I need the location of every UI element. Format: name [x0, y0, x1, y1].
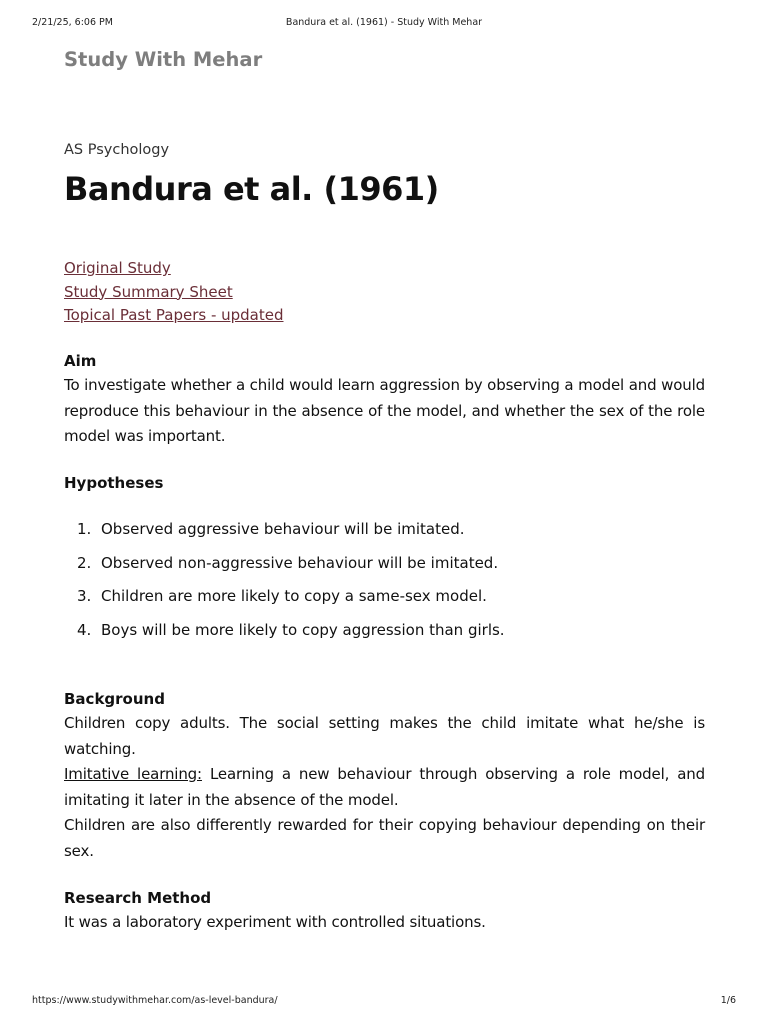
print-page-title: Bandura et al. (1961) - Study With Mehar: [285, 17, 483, 28]
list-item-number: 3.: [77, 587, 92, 605]
research-method-section: [64, 887, 705, 936]
list-item-text: Observed aggressive behaviour will be imitated.: [101, 520, 465, 538]
background-paragraph-1: Children copy adults. The social setting makes the child imitate what he/she is watching.: [64, 714, 705, 758]
list-item: [64, 619, 705, 653]
print-page-number: 1/6: [720, 995, 736, 1006]
hypotheses-list: [64, 518, 705, 652]
list-item-number: 4.: [77, 620, 92, 639]
imitative-learning-definition: Learning a new behaviour through observing a role model, and imitating it later in the absence of the model.: [64, 765, 705, 809]
site-title[interactable]: Study With Mehar: [64, 48, 263, 71]
list-item: [64, 585, 705, 619]
print-header: [32, 17, 736, 31]
list-item-number: 1.: [77, 520, 92, 538]
aim-text: To investigate whether a child would learn aggression by observing a model and would reproduce this behaviour in the absence of the model, and whether the sex of the role model was important.: [64, 376, 705, 445]
resource-links: [64, 257, 284, 328]
study-summary-sheet-link[interactable]: Study Summary Sheet: [64, 282, 233, 301]
list-item: [64, 518, 705, 552]
list-item-number: 2.: [77, 553, 92, 572]
imitative-learning-term: Imitative learning:: [64, 765, 202, 783]
print-datetime: 2/21/25, 6:06 PM: [32, 17, 113, 28]
background-heading: Background: [64, 690, 165, 708]
print-url: https://www.studywithmehar.com/as-level-bandura/: [32, 995, 278, 1006]
research-method-text: It was a laboratory experiment with controlled situations.: [64, 913, 486, 931]
page-title: Bandura et al. (1961): [64, 170, 439, 208]
print-footer: [32, 995, 736, 1009]
research-method-heading: Research Method: [64, 889, 212, 907]
aim-section: [64, 350, 705, 450]
category-label[interactable]: AS Psychology: [64, 142, 170, 158]
list-item-text: Children are more likely to copy a same-sex model.: [101, 587, 487, 605]
list-item: [64, 552, 705, 586]
background-text: [64, 711, 705, 864]
list-item-text: Boys will be more likely to copy aggression than girls.: [101, 620, 505, 639]
aim-heading: Aim: [64, 352, 97, 370]
background-paragraph-3: Children are also differently rewarded for their copying behaviour depending on their sex.: [64, 816, 705, 860]
original-study-link[interactable]: Original Study: [64, 259, 171, 277]
list-item-text: Observed non-aggressive behaviour will be imitated.: [101, 553, 499, 572]
topical-past-papers-link[interactable]: Topical Past Papers - updated: [64, 306, 284, 324]
background-section: [64, 688, 705, 864]
hypotheses-heading: Hypotheses: [64, 474, 164, 492]
